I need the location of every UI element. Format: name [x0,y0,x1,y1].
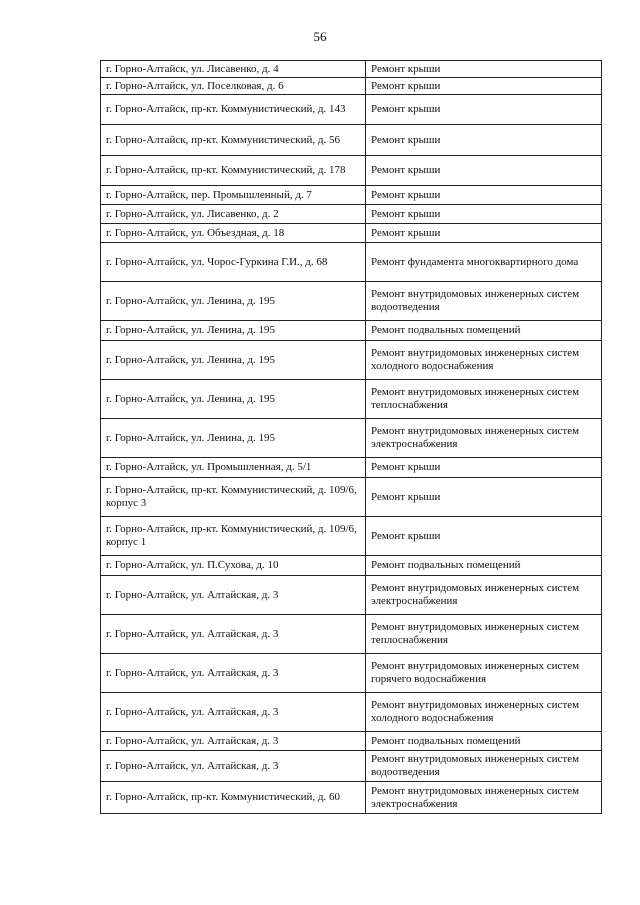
work-cell: Ремонт крыши [366,61,602,78]
address-cell: г. Горно-Алтайск, пр-кт. Коммунистический, д. 178 [101,156,366,186]
table-row [101,125,602,156]
work-cell: Ремонт подвальных помещений [366,556,602,576]
address-cell: г. Горно-Алтайск, пр-кт. Коммунистический, д. 109/6, корпус 3 [101,478,366,517]
table-row [101,751,602,782]
address-cell: г. Горно-Алтайск, ул. Алтайская, д. 3 [101,693,366,732]
table-row [101,556,602,576]
table-row [101,654,602,693]
work-cell: Ремонт внутридомовых инженерных систем горячего водоснабжения [366,654,602,693]
address-cell: г. Горно-Алтайск, ул. Ленина, д. 195 [101,341,366,380]
table-row [101,282,602,321]
address-cell: г. Горно-Алтайск, ул. Промышленная, д. 5/1 [101,458,366,478]
work-cell: Ремонт крыши [366,78,602,95]
work-cell: Ремонт подвальных помещений [366,321,602,341]
work-cell: Ремонт внутридомовых инженерных систем водоотведения [366,751,602,782]
page-number: 56 [313,29,327,44]
address-cell: г. Горно-Алтайск, пр-кт. Коммунистический, д. 143 [101,95,366,125]
address-cell: г. Горно-Алтайск, пр-кт. Коммунистический, д. 109/6, корпус 1 [101,517,366,556]
table-row [101,156,602,186]
table-row [101,205,602,224]
address-cell: г. Горно-Алтайск, ул. Лисавенко, д. 4 [101,61,366,78]
address-cell: г. Горно-Алтайск, ул. Объездная, д. 18 [101,224,366,243]
address-cell: г. Горно-Алтайск, пр-кт. Коммунистический, д. 60 [101,782,366,814]
table-row [101,78,602,95]
work-cell: Ремонт внутридомовых инженерных систем холодного водоснабжения [366,341,602,380]
works-table [100,60,602,814]
table-row [101,615,602,654]
work-cell: Ремонт внутридомовых инженерных систем теплоснабжения [366,615,602,654]
address-cell: г. Горно-Алтайск, пер. Промышленный, д. 7 [101,186,366,205]
work-cell: Ремонт внутридомовых инженерных систем теплоснабжения [366,380,602,419]
address-cell: г. Горно-Алтайск, ул. Ленина, д. 195 [101,419,366,458]
address-cell: г. Горно-Алтайск, пр-кт. Коммунистический, д. 56 [101,125,366,156]
work-cell: Ремонт крыши [366,156,602,186]
address-cell: г. Горно-Алтайск, ул. П.Сухова, д. 10 [101,556,366,576]
work-cell: Ремонт крыши [366,478,602,517]
address-cell: г. Горно-Алтайск, ул. Ленина, д. 195 [101,380,366,419]
table-row [101,61,602,78]
work-cell: Ремонт внутридомовых инженерных систем холодного водоснабжения [366,693,602,732]
table-row [101,693,602,732]
address-cell: г. Горно-Алтайск, ул. Поселковая, д. 6 [101,78,366,95]
table-row [101,321,602,341]
work-cell: Ремонт внутридомовых инженерных систем электроснабжения [366,576,602,615]
address-cell: г. Горно-Алтайск, ул. Чорос-Гуркина Г.И., д. 68 [101,243,366,282]
work-cell: Ремонт внутридомовых инженерных систем водоотведения [366,282,602,321]
address-cell: г. Горно-Алтайск, ул. Алтайская, д. 3 [101,654,366,693]
table-row [101,95,602,125]
address-cell: г. Горно-Алтайск, ул. Алтайская, д. 3 [101,615,366,654]
work-cell: Ремонт крыши [366,186,602,205]
table-row [101,341,602,380]
work-cell: Ремонт крыши [366,517,602,556]
address-cell: г. Горно-Алтайск, ул. Алтайская, д. 3 [101,576,366,615]
table-row [101,243,602,282]
address-cell: г. Горно-Алтайск, ул. Лисавенко, д. 2 [101,205,366,224]
work-cell: Ремонт внутридомовых инженерных систем электроснабжения [366,419,602,458]
address-cell: г. Горно-Алтайск, ул. Ленина, д. 195 [101,282,366,321]
table-row [101,782,602,814]
table-row [101,380,602,419]
table-row [101,458,602,478]
address-cell: г. Горно-Алтайск, ул. Алтайская, д. 3 [101,751,366,782]
work-cell: Ремонт крыши [366,95,602,125]
work-cell: Ремонт крыши [366,224,602,243]
table-row [101,186,602,205]
work-cell: Ремонт фундамента многоквартирного дома [366,243,602,282]
table-row [101,224,602,243]
address-cell: г. Горно-Алтайск, ул. Алтайская, д. 3 [101,732,366,751]
table-row [101,732,602,751]
table-row [101,478,602,517]
address-cell: г. Горно-Алтайск, ул. Ленина, д. 195 [101,321,366,341]
work-cell: Ремонт внутридомовых инженерных систем электроснабжения [366,782,602,814]
table-row [101,576,602,615]
work-cell: Ремонт крыши [366,125,602,156]
table-row [101,517,602,556]
work-cell: Ремонт крыши [366,458,602,478]
work-cell: Ремонт крыши [366,205,602,224]
work-cell: Ремонт подвальных помещений [366,732,602,751]
table-row [101,419,602,458]
